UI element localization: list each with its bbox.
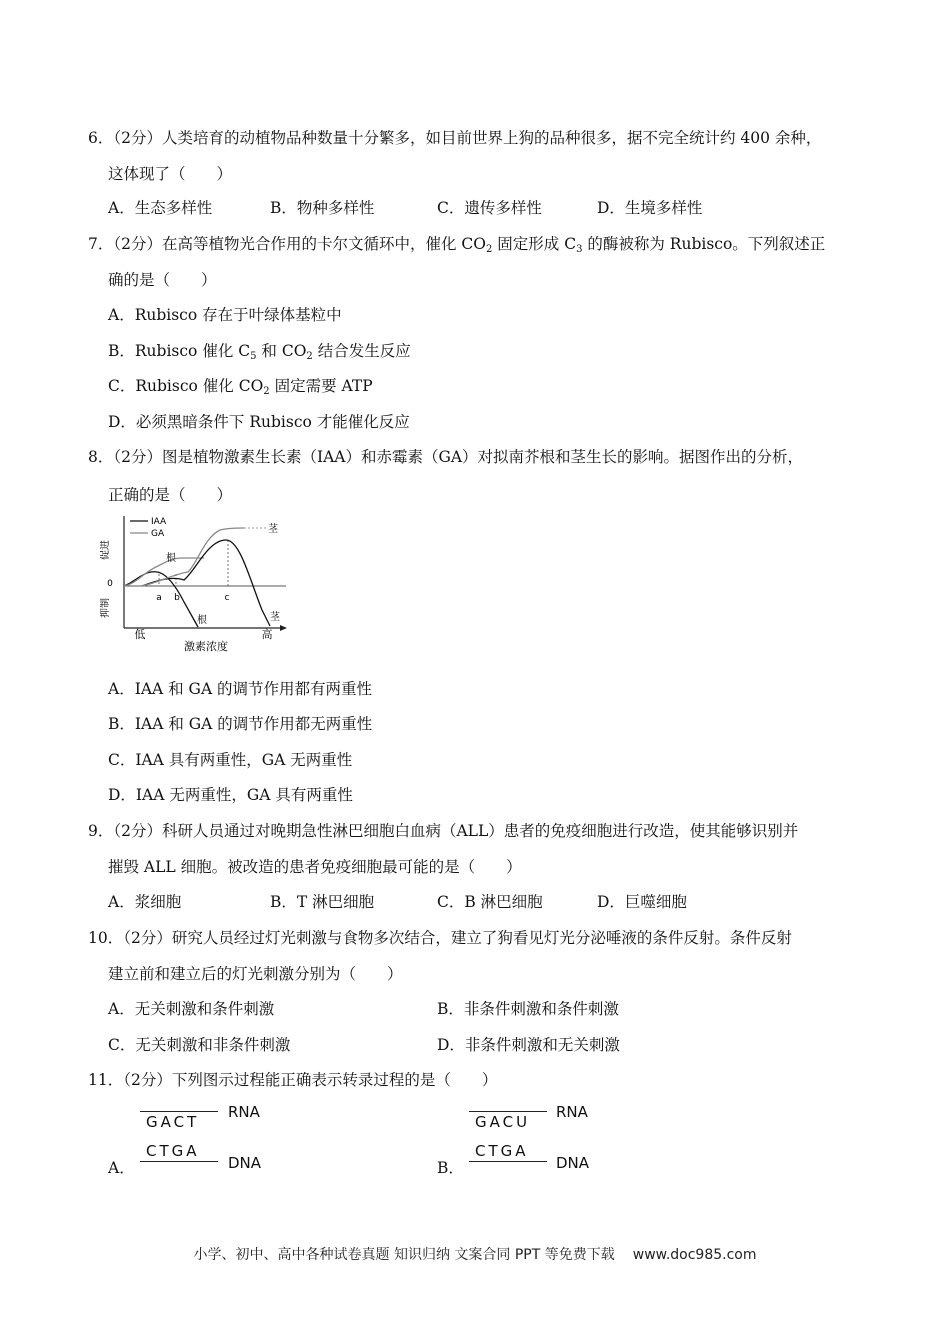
x-axis-arrow (280, 625, 287, 631)
label-root-bottom: 根 (197, 615, 207, 626)
x-label-low: 低 (134, 628, 146, 641)
label-stem-bottom: 茎 (270, 612, 280, 623)
q7-stem-line1: 7．（2分）在高等植物光合作用的卡尔文循环中，催化 $CO_2$ 固定形成 $C_3$ 的酶被称为 Rubisco。下列叙述正 (88, 235, 826, 255)
q9-option-b: B．T 淋巴细胞 (270, 893, 375, 911)
q10-stem-line1: 10．（2分）研究人员经过灯光刺激与食物多次结合，建立了狗看见灯光分泌唾液的条件反射。条件反射 (88, 929, 792, 947)
q6-option-c: C．遗传多样性 (437, 199, 542, 217)
footer-url[interactable]: www.doc985.com (632, 1247, 757, 1263)
q8-option-d: D．IAA 无两重性，GA 具有两重性 (108, 786, 353, 804)
footer-text: 小学、初中、高中各种试卷真题 知识归纳 文案合同 PPT 等免费下载 (193, 1247, 615, 1263)
q11a-rna-sequence: GACT (146, 1113, 200, 1131)
q6-option-d: D．生境多样性 (597, 199, 703, 217)
q9-option-c: C．B 淋巴细胞 (437, 893, 543, 911)
q11b-rna-label: RNA (556, 1103, 588, 1121)
x-label-high: 高 (261, 628, 273, 641)
q8-stem-line2: 正确的是（ ） (108, 486, 233, 504)
q6-option-a: A．生态多样性 (108, 199, 213, 217)
q11b-dna-strand (469, 1161, 547, 1162)
q10-option-a: A．无关刺激和条件刺激 (108, 1000, 275, 1018)
q11b-dna-label: DNA (556, 1154, 590, 1172)
q8-option-b: B．IAA 和 GA 的调节作用都无两重性 (108, 715, 373, 733)
q11a-dna-sequence: CTGA (146, 1142, 200, 1160)
q7-stem-line2: 确的是（ ） (108, 271, 217, 289)
q6-stem-line1: 6．（2分）人类培育的动植物品种数量十分繁多，如目前世界上狗的品种很多，据不完全统计约 400 余种， (88, 129, 822, 147)
x-axis-title: 激素浓度 (184, 640, 228, 653)
q11a-rna-strand (140, 1111, 218, 1112)
hormone-effect-chart (100, 510, 300, 660)
q11a-dna-strand (140, 1161, 218, 1162)
q7-option-a: A．Rubisco 存在于叶绿体基粒中 (108, 306, 342, 324)
q8-option-c: C．IAA 具有两重性，GA 无两重性 (108, 751, 353, 769)
point-b-label: b (174, 593, 180, 603)
q7-option-c: C．Rubisco 催化 $CO_2$ 固定需要 ATP (108, 377, 373, 397)
zero-label: 0 (107, 579, 113, 589)
q11b-dna-sequence: CTGA (475, 1142, 529, 1160)
q11b-rna-strand (469, 1111, 547, 1112)
q11a-dna-label: DNA (228, 1154, 262, 1172)
q7-option-d: D．必须黑暗条件下 Rubisco 才能催化反应 (108, 413, 410, 431)
y-label-inhibit: 抑制 (100, 598, 111, 618)
point-c-label: c (224, 593, 230, 603)
q9-stem-line1: 9．（2分）科研人员通过对晚期急性淋巴细胞白血病（ALL）患者的免疫细胞进行改造，使其能够识别并 (88, 822, 799, 840)
q8-option-a: A．IAA 和 GA 的调节作用都有两重性 (108, 680, 373, 698)
q9-option-a: A．浆细胞 (108, 893, 182, 911)
y-label-promote: 促进 (100, 540, 111, 560)
q7-option-b: B．Rubisco 催化 $C_5$ 和 $CO_2$ 结合发生反应 (108, 342, 411, 362)
q8-stem-line1: 8．（2分）图是植物激素生长素（IAA）和赤霉素（GA）对拟南芥根和茎生长的影响。据图作出的分析， (88, 448, 804, 466)
q10-option-c: C．无关刺激和非条件刺激 (108, 1036, 291, 1054)
label-stem-top: 茎 (268, 524, 278, 535)
ga-root-curve (124, 558, 204, 586)
q10-option-d: D．非条件刺激和无关刺激 (437, 1036, 620, 1054)
q11b-rna-sequence: GACU (475, 1113, 531, 1131)
q11-option-a: A． (108, 1159, 135, 1177)
legend-iaa: IAA (151, 517, 167, 527)
q11a-rna-label: RNA (228, 1103, 260, 1121)
iaa-stem-curve (142, 540, 270, 626)
point-a-label: a (156, 593, 162, 603)
q10-stem-line2: 建立前和建立后的灯光刺激分别为（ ） (108, 965, 403, 983)
label-root-top: 根 (166, 553, 176, 564)
q11-option-b: B． (437, 1159, 464, 1177)
q6-stem-line2: 这体现了（ ） (108, 165, 233, 183)
q10-option-b: B．非条件刺激和条件刺激 (437, 1000, 619, 1018)
q9-stem-line2: 摧毁 ALL 细胞。被改造的患者免疫细胞最可能的是（ ） (108, 858, 522, 876)
page-footer (0, 1244, 950, 1264)
q11-stem: 11．（2分）下列图示过程能正确表示转录过程的是（ ） (88, 1071, 498, 1089)
q6-option-b: B．物种多样性 (270, 199, 375, 217)
q9-option-d: D．巨噬细胞 (597, 893, 687, 911)
legend-ga: GA (151, 529, 165, 539)
